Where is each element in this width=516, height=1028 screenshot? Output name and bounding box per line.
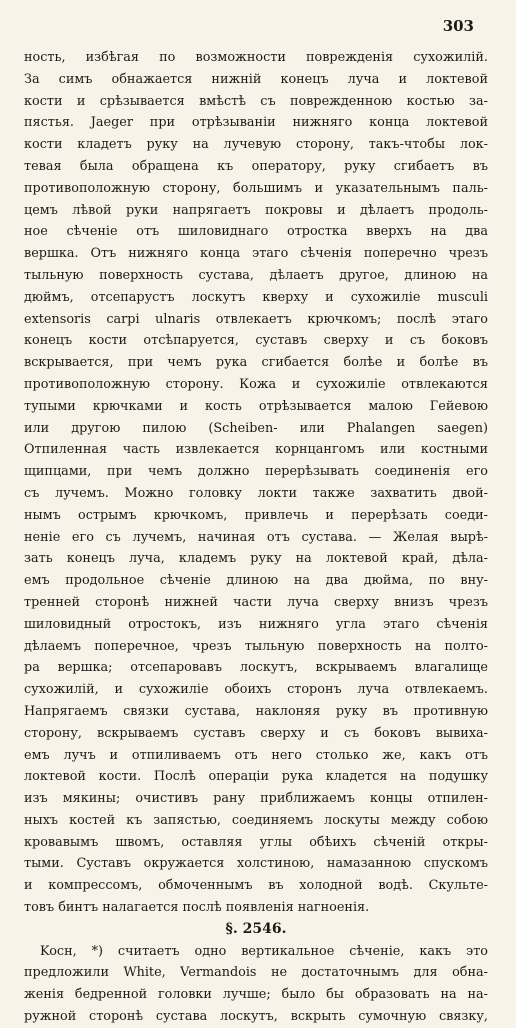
page-number: 303 [442, 17, 474, 35]
text-line: дѣлаемъ поперечное, чрезъ тыльную поверхность на полто- [24, 638, 488, 654]
text-line: тевая была обращена къ оператору, руку сгибаетъ въ [24, 158, 488, 174]
text-line: Напрягаемъ связки сустава, наклоняя руку въ противную [24, 703, 488, 719]
text-line: ное сѣченіе отъ шиловиднаго отростка вверхъ на два [24, 224, 488, 240]
text-line: зать конецъ луча, кладемъ руку на локтевой край, дѣла- [24, 551, 488, 567]
text-line: нымъ острымъ крючкомъ, привлечь и перерѣзать соеди- [24, 507, 488, 523]
text-line: Отпиленная часть извлекается корнцангомъ или костными [24, 442, 488, 458]
text-line: предложили White, Vermandois не достаточнымъ для обна- [24, 965, 488, 981]
text-line: дюймъ, отсепарустъ лоскутъ кверху и сухожиліе musculi [24, 289, 488, 305]
section-heading: §. 2546. [225, 920, 287, 937]
text-line: сторону, вскрываемъ суставъ сверху и съ боковъ вывиха- [24, 725, 488, 741]
text-line: товъ бинтъ налагается послѣ появленія нагноенія. [24, 900, 370, 916]
text-line: противоположную сторону, большимъ и указательнымъ паль- [24, 180, 488, 196]
text-line: ность, избѣгая по возможности поврежденія сухожилій. [24, 50, 488, 65]
text-line: ружной сторонѣ сустава лоскутъ, вскрыть сумочную связку, [24, 1009, 488, 1025]
text-line: вершка. Отъ нижняго конца этаго сѣченія поперечно чрезъ [24, 246, 488, 262]
text-line: тупыми крючками и кость отрѣзывается малою Гейевою [24, 398, 488, 414]
text-line: или другою пилою (Scheiben- или Phalangen saegen) [24, 420, 488, 436]
text-line: неніе его съ лучемъ, начиная отъ сустава. — Желая вырѣ- [24, 529, 488, 545]
text-line: и компрессомъ, обмоченнымъ въ холодной водѣ. Скульте- [24, 878, 488, 894]
text-line: За симъ обнажается нижній конецъ луча и локтевой [24, 71, 488, 87]
text-line: изъ мякины; очистивъ рану приближаемъ концы отпилен- [24, 791, 488, 807]
text-line: щипцами, при чемъ должно перерѣзывать соединенія его [24, 464, 488, 480]
text-line: вскрывается, при чемъ рука сгибается болѣе и болѣе въ [24, 355, 488, 371]
text-line: сухожилій, и сухожиліе обоихъ сторонъ луча отвлекаемъ. [24, 682, 488, 698]
page-text [24, 47, 488, 1028]
text-line: ра вершка; отсепаровавъ лоскутъ, вскрываемъ влагалище [24, 660, 488, 676]
text-line: кости и срѣзывается вмѣстѣ съ поврежденною костью за- [24, 93, 488, 109]
text-line: цемъ лѣвой руки напрягаетъ покровы и дѣлаетъ продоль- [24, 202, 488, 218]
text-line: конецъ кости отсѣпаруется, суставъ сверху и съ боковъ [24, 333, 488, 349]
text-line: тренней сторонѣ нижней части луча сверху внизъ чрезъ [24, 594, 488, 610]
text-line: емъ лучъ и отпиливаемъ отъ него столько же, какъ отъ [24, 747, 488, 763]
text-line: съ лучемъ. Можно головку локти также захватить двой- [24, 485, 488, 501]
text-line: локтевой кости. Послѣ операціи рука кладется на подушку [24, 769, 488, 785]
text-line: кровавымъ швомъ, оставляя углы обѣихъ сѣченій откры- [24, 834, 488, 850]
text-line: шиловидный отростокъ, изъ нижняго угла этаго сѣченія [24, 616, 488, 632]
text-line: пястья. Jaeger при отрѣзываніи нижняго конца локтевой [24, 115, 488, 131]
text-line: Kocн, *) считаетъ одно вертикальное сѣченіе, какъ это [40, 943, 488, 959]
text-line: емъ продольное сѣченіе длиною на два дюйма, по вну- [24, 573, 488, 589]
text-line: тыльную поверхность сустава, дѣлаетъ другое, длиною на [24, 267, 488, 283]
text-line: ныхъ костей къ запястью, соединяемъ лоскуты между собою [24, 812, 488, 828]
text-line: женія бедренной головки лучше; было бы образовать на на- [24, 987, 488, 1003]
text-line: extensoris carpi ulnaris отвлекаетъ крючкомъ; послѣ этаго [24, 311, 488, 327]
text-line: кости кладетъ руку на лучевую сторону, такъ-чтобы лок- [24, 137, 488, 153]
text-line: тыми. Суставъ окружается холстиною, намазанною спускомъ [24, 856, 488, 872]
text-line: противоположную сторону. Кожа и сухожиліе отвлекаются [24, 376, 488, 392]
